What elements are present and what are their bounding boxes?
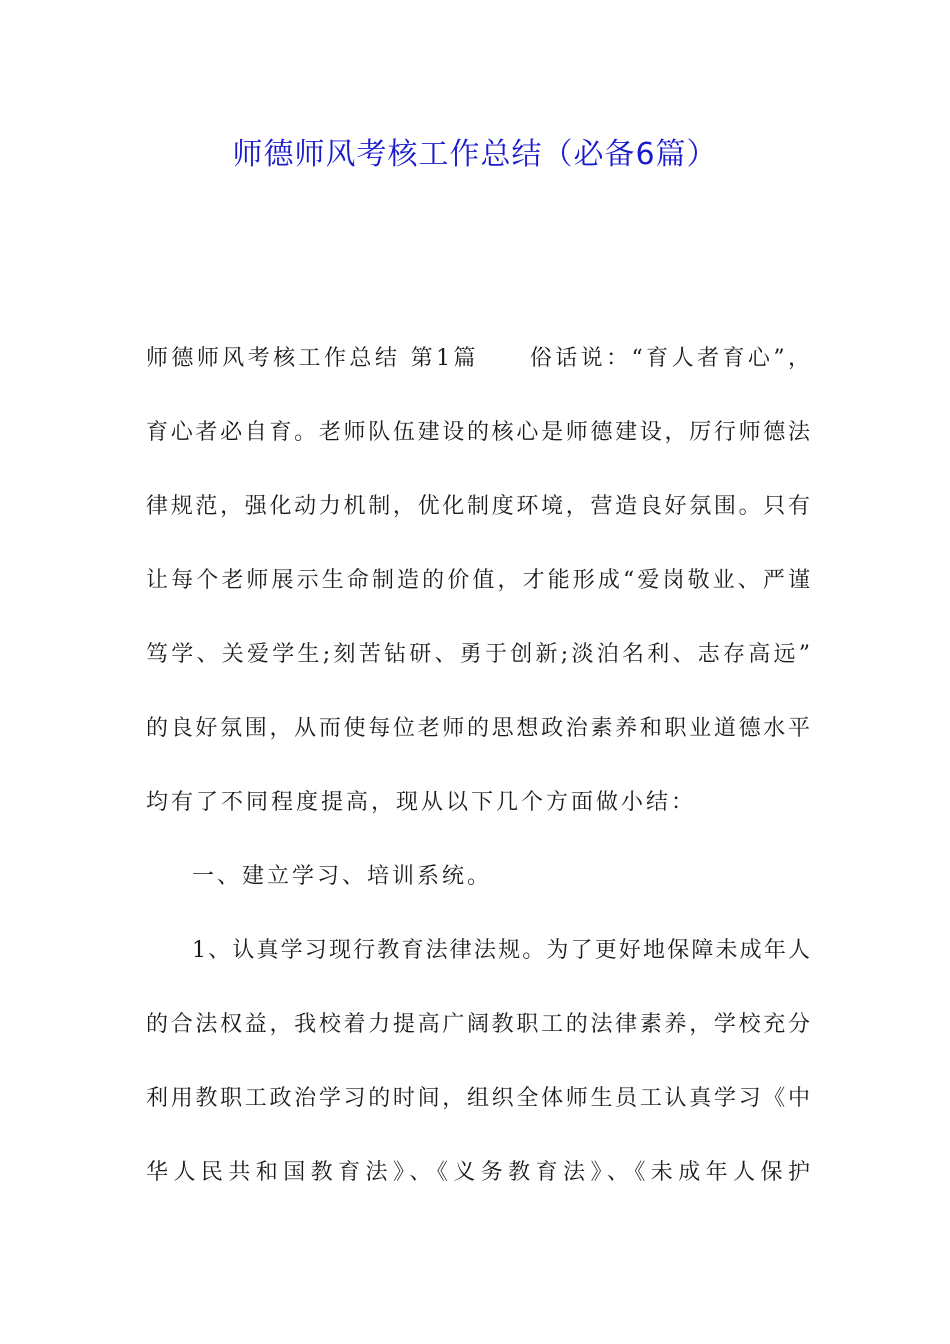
body-line-3: 律规范，强化动力机制，优化制度环境，营造良好氛围。只有 <box>146 494 810 519</box>
body-line-10: 的合法权益，我校着力提高广阔教职工的法律素养，学校充分 <box>146 1012 810 1037</box>
body-line-7: 均有了不同程度提高，现从以下几个方面做小结： <box>146 790 697 815</box>
body-line-6: 的良好氛围，从而使每位老师的思想政治素养和职业道德水平 <box>146 716 810 741</box>
body-line-4: 让每个老师展示生命制造的价值，才能形成“爱岗敬业、严谨 <box>146 568 810 593</box>
body-line-5: 笃学、关爱学生;刻苦钻研、勇于创新;淡泊名利、志存高远” <box>146 642 810 667</box>
document-body <box>146 337 810 1225</box>
body-line-1: 师德师风考核工作总结 第1篇 俗话说：“育人者育心”， <box>146 346 810 371</box>
document-title: 师德师风考核工作总结（必备6篇） <box>232 137 718 172</box>
body-line-9: 1、认真学习现行教育法律法规。为了更好地保障未成年人 <box>192 938 810 963</box>
body-line-12: 华人民共和国教育法》、《义务教育法》、《未成年人保护 <box>146 1160 810 1185</box>
body-line-11: 利用教职工政治学习的时间，组织全体师生员工认真学习《中 <box>146 1086 810 1111</box>
body-line-2: 育心者必自育。老师队伍建设的核心是师德建设，厉行师德法 <box>146 420 810 445</box>
section-heading-1: 一、建立学习、培训系统。 <box>192 864 493 889</box>
